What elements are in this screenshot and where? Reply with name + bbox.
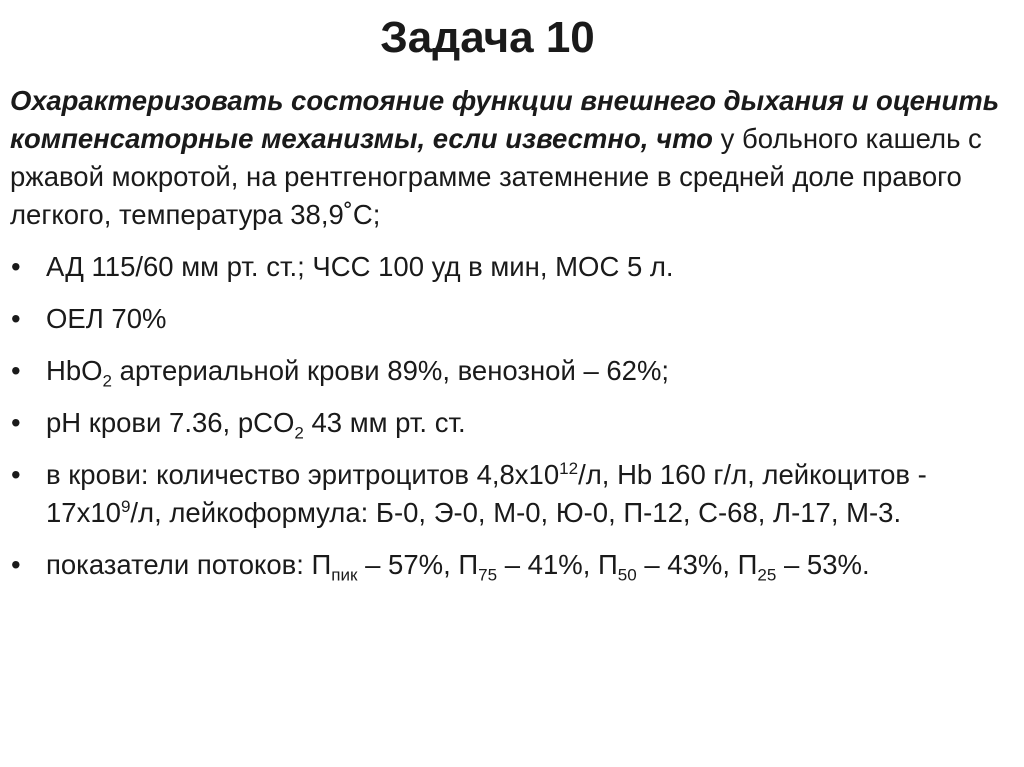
subscript: 50 [617, 565, 637, 585]
superscript: 12 [559, 458, 579, 478]
text-segment: – 53%. [776, 549, 870, 580]
list-item [10, 546, 1005, 584]
task-statement [10, 82, 1005, 234]
text-segment: HbO [46, 355, 103, 386]
subscript: 75 [478, 565, 498, 585]
text-segment: – 57%, П [357, 549, 479, 580]
fact-total-lung-capacity: ОЕЛ 70% [46, 303, 167, 334]
superscript: 9 [120, 496, 131, 516]
text-segment: показатели потоков: П [46, 549, 332, 580]
list-item [10, 404, 1005, 442]
fact-blood-count [46, 459, 927, 528]
subscript: 25 [757, 565, 777, 585]
bullet-icon: • [11, 355, 21, 386]
bullet-icon: • [11, 407, 21, 438]
list-item [10, 352, 1005, 390]
task-instruction: Охарактеризовать состояние функции внешнего дыхания и оценить компенсаторные механизмы, если известно, что [10, 85, 1000, 154]
text-segment: артериальной крови 89%, венозной – 62%; [112, 355, 670, 386]
text-segment: – 41%, П [497, 549, 618, 580]
text-segment: 43 мм рт. ст. [303, 407, 466, 438]
text-segment: /л, лейкоформула: Б-0, Э-0, М-0, Ю-0, П-12, С-68, Л-17, М-3. [130, 497, 902, 528]
fact-flow-rates [46, 549, 870, 585]
bullet-icon: • [11, 549, 21, 580]
fact-blood-ph [46, 407, 466, 443]
slide-title: Задача 10 [380, 13, 595, 62]
fact-blood-pressure: АД 115/60 мм рт. ст.; ЧСС 100 уд в мин, МОС 5 л. [46, 251, 674, 282]
fact-oxyhemoglobin [46, 355, 670, 391]
text-segment: /л, Hb 160 г/л, лейкоцитов - 17х10 [46, 459, 927, 528]
text-segment: – 43%, П [636, 549, 758, 580]
slide-body [10, 82, 1005, 584]
list-item [10, 456, 1005, 532]
task-conditions: у больного кашель с ржавой мокротой, на рентгенограмме затемнение в средней доле правого легкого, температура 38,9˚С; [10, 123, 982, 230]
bullet-icon: • [11, 251, 21, 282]
list-item [10, 300, 1005, 338]
subscript: 2 [102, 371, 113, 391]
bullet-icon: • [11, 459, 21, 490]
subscript: 2 [294, 423, 304, 443]
text-segment: pH крови 7.36, pCO [46, 407, 295, 438]
bullet-icon: • [11, 303, 21, 334]
text-segment: в крови: количество эритроцитов 4,8х10 [46, 459, 560, 490]
subscript: пик [331, 565, 358, 585]
facts-list [10, 248, 1005, 584]
list-item [10, 248, 1005, 286]
